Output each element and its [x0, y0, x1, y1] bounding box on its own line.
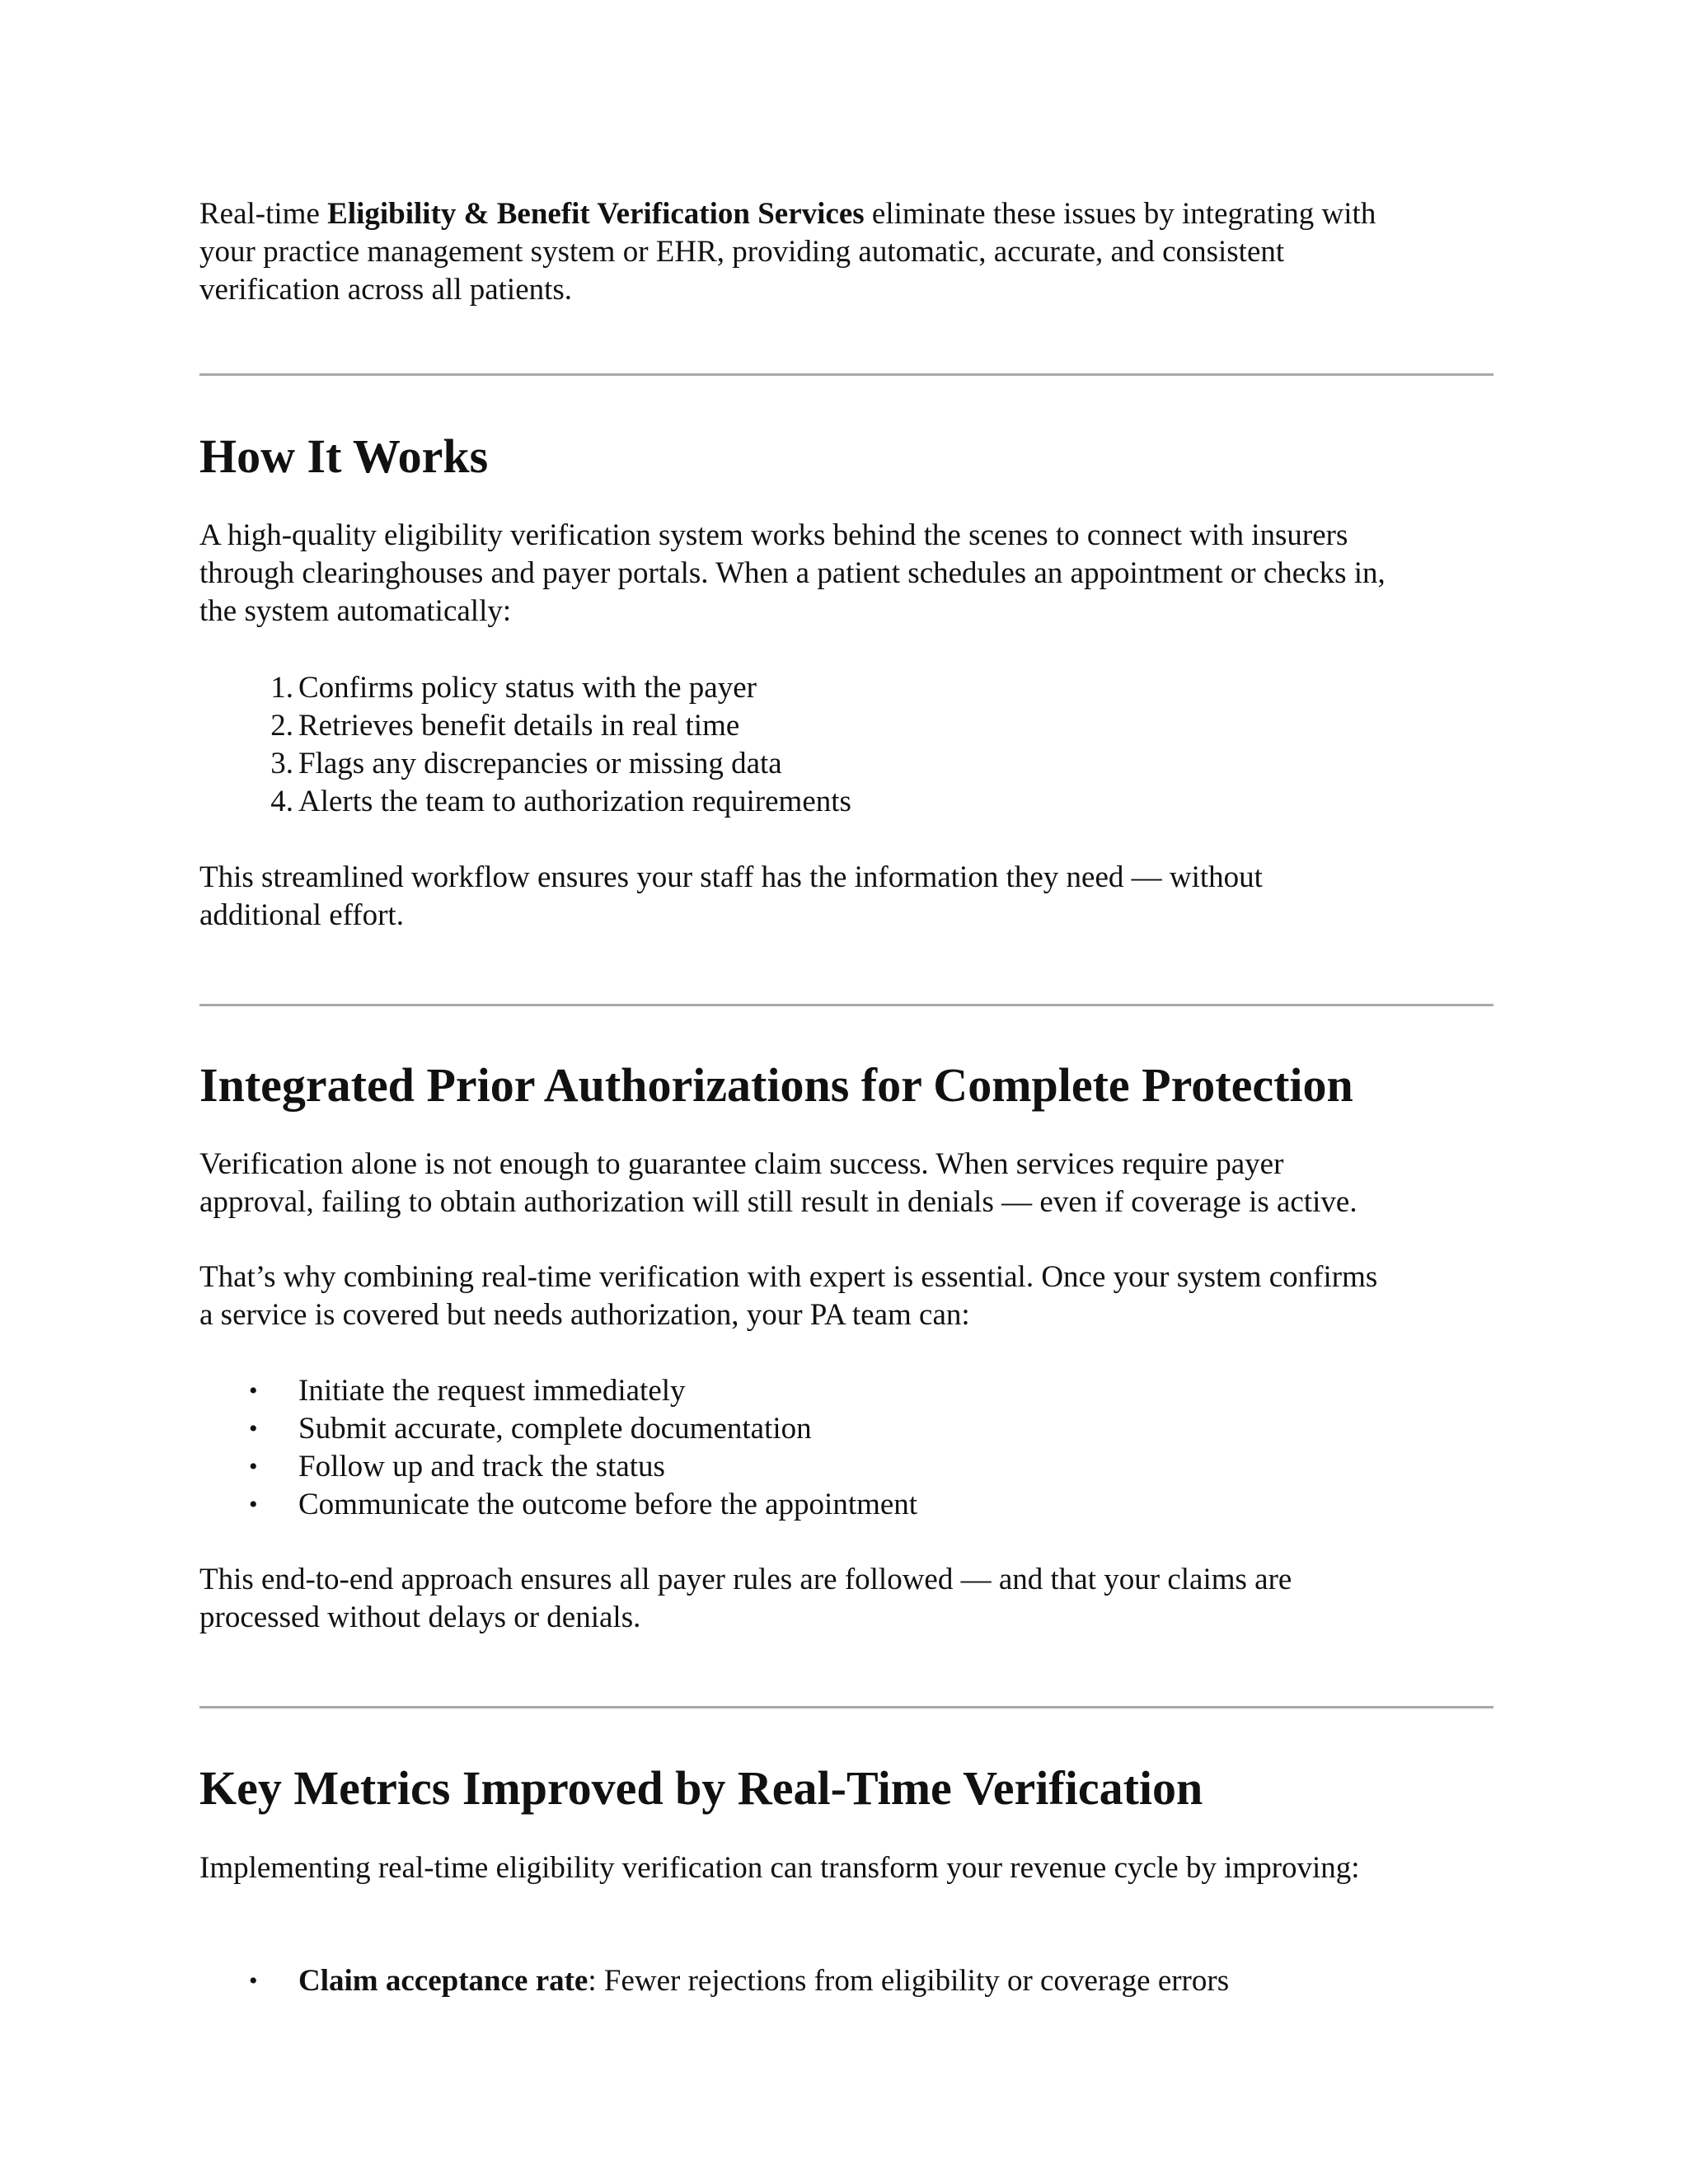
section-divider: [199, 373, 1493, 376]
heading-how-it-works: How It Works: [199, 429, 489, 483]
paragraph-line: That’s why combining real-time verification with expert is essential. Once your system confirms: [199, 1260, 1378, 1294]
list-item-text: Initiate the request immediately: [298, 1374, 686, 1408]
paragraph-line: This streamlined workflow ensures your staff has the information they need — without: [199, 860, 1263, 894]
list-item-text: Submit accurate, complete documentation: [298, 1412, 812, 1446]
list-item-text: Follow up and track the status: [298, 1450, 665, 1483]
list-item-text: Communicate the outcome before the appointment: [298, 1488, 918, 1521]
bullet-icon: •: [249, 1967, 258, 1994]
list-item: [199, 745, 851, 783]
list-number: 3.: [270, 747, 293, 780]
list-number: 2.: [270, 709, 293, 743]
paragraph-line: A high-quality eligibility verification system works behind the scenes to connect with insurers: [199, 518, 1348, 552]
pa-team-actions-list: [199, 1372, 917, 1524]
list-item: [199, 1372, 917, 1410]
intro-prefix: Real-time: [199, 197, 328, 231]
intro-line-3: verification across all patients.: [199, 273, 573, 307]
intro-bold-term: Eligibility & Benefit Verification Services: [327, 197, 865, 231]
prior-auth-paragraph-2: [199, 1258, 1377, 1334]
list-item: [199, 1962, 1229, 2000]
paragraph-line: through clearinghouses and payer portals. When a patient schedules an appointment or checks in,: [199, 556, 1386, 590]
list-item-text: Flags any discrepancies or missing data: [298, 747, 782, 780]
paragraph-line: approval, failing to obtain authorization will still result in denials — even if coverage is active.: [199, 1185, 1357, 1219]
bullet-icon: •: [249, 1415, 258, 1442]
intro-line-2: your practice management system or EHR, providing automatic, accurate, and consistent: [199, 235, 1285, 269]
metric-term: Claim acceptance rate: [298, 1964, 588, 1998]
metrics-list: [199, 1962, 1229, 2000]
heading-prior-authorizations: Integrated Prior Authorizations for Complete Protection: [199, 1058, 1353, 1112]
bullet-icon: •: [249, 1453, 258, 1480]
list-number: 1.: [270, 671, 293, 705]
list-item: [199, 707, 851, 745]
workflow-closing-paragraph: [199, 859, 1263, 935]
list-item: [199, 1486, 917, 1524]
heading-key-metrics: Key Metrics Improved by Real-Time Verification: [199, 1761, 1203, 1815]
bullet-icon: •: [249, 1377, 258, 1404]
list-item-text: Alerts the team to authorization requirements: [298, 785, 851, 818]
metric-description: : Fewer rejections from eligibility or coverage errors: [588, 1964, 1230, 1998]
list-item-text: Retrieves benefit details in real time: [298, 709, 740, 743]
intro-line-1-rest: eliminate these issues by integrating with: [864, 197, 1376, 231]
paragraph-line: This end-to-end approach ensures all payer rules are followed — and that your claims are: [199, 1563, 1292, 1596]
section-divider: [199, 1004, 1493, 1006]
prior-auth-paragraph-1: [199, 1146, 1357, 1221]
list-number: 4.: [270, 785, 293, 818]
list-item: [199, 1448, 917, 1486]
paragraph-line: Verification alone is not enough to guarantee claim success. When services require payer: [199, 1147, 1284, 1181]
intro-line-1: [199, 195, 1376, 233]
how-it-works-paragraph: [199, 517, 1386, 630]
paragraph-line: a service is covered but needs authorization, your PA team can:: [199, 1298, 970, 1332]
bullet-icon: •: [249, 1491, 258, 1518]
section-divider: [199, 1706, 1493, 1708]
paragraph-line: additional effort.: [199, 898, 404, 932]
list-item-text: Confirms policy status with the payer: [298, 671, 757, 705]
intro-paragraph: [199, 195, 1376, 309]
paragraph-line: processed without delays or denials.: [199, 1601, 641, 1634]
end-to-end-paragraph: [199, 1561, 1292, 1637]
steps-list: [199, 669, 851, 821]
paragraph-line: the system automatically:: [199, 594, 512, 628]
metrics-paragraph: Implementing real-time eligibility verification can transform your revenue cycle by improving:: [199, 1851, 1360, 1885]
list-item: [199, 1410, 917, 1448]
list-item: [199, 669, 851, 707]
list-item: [199, 783, 851, 821]
